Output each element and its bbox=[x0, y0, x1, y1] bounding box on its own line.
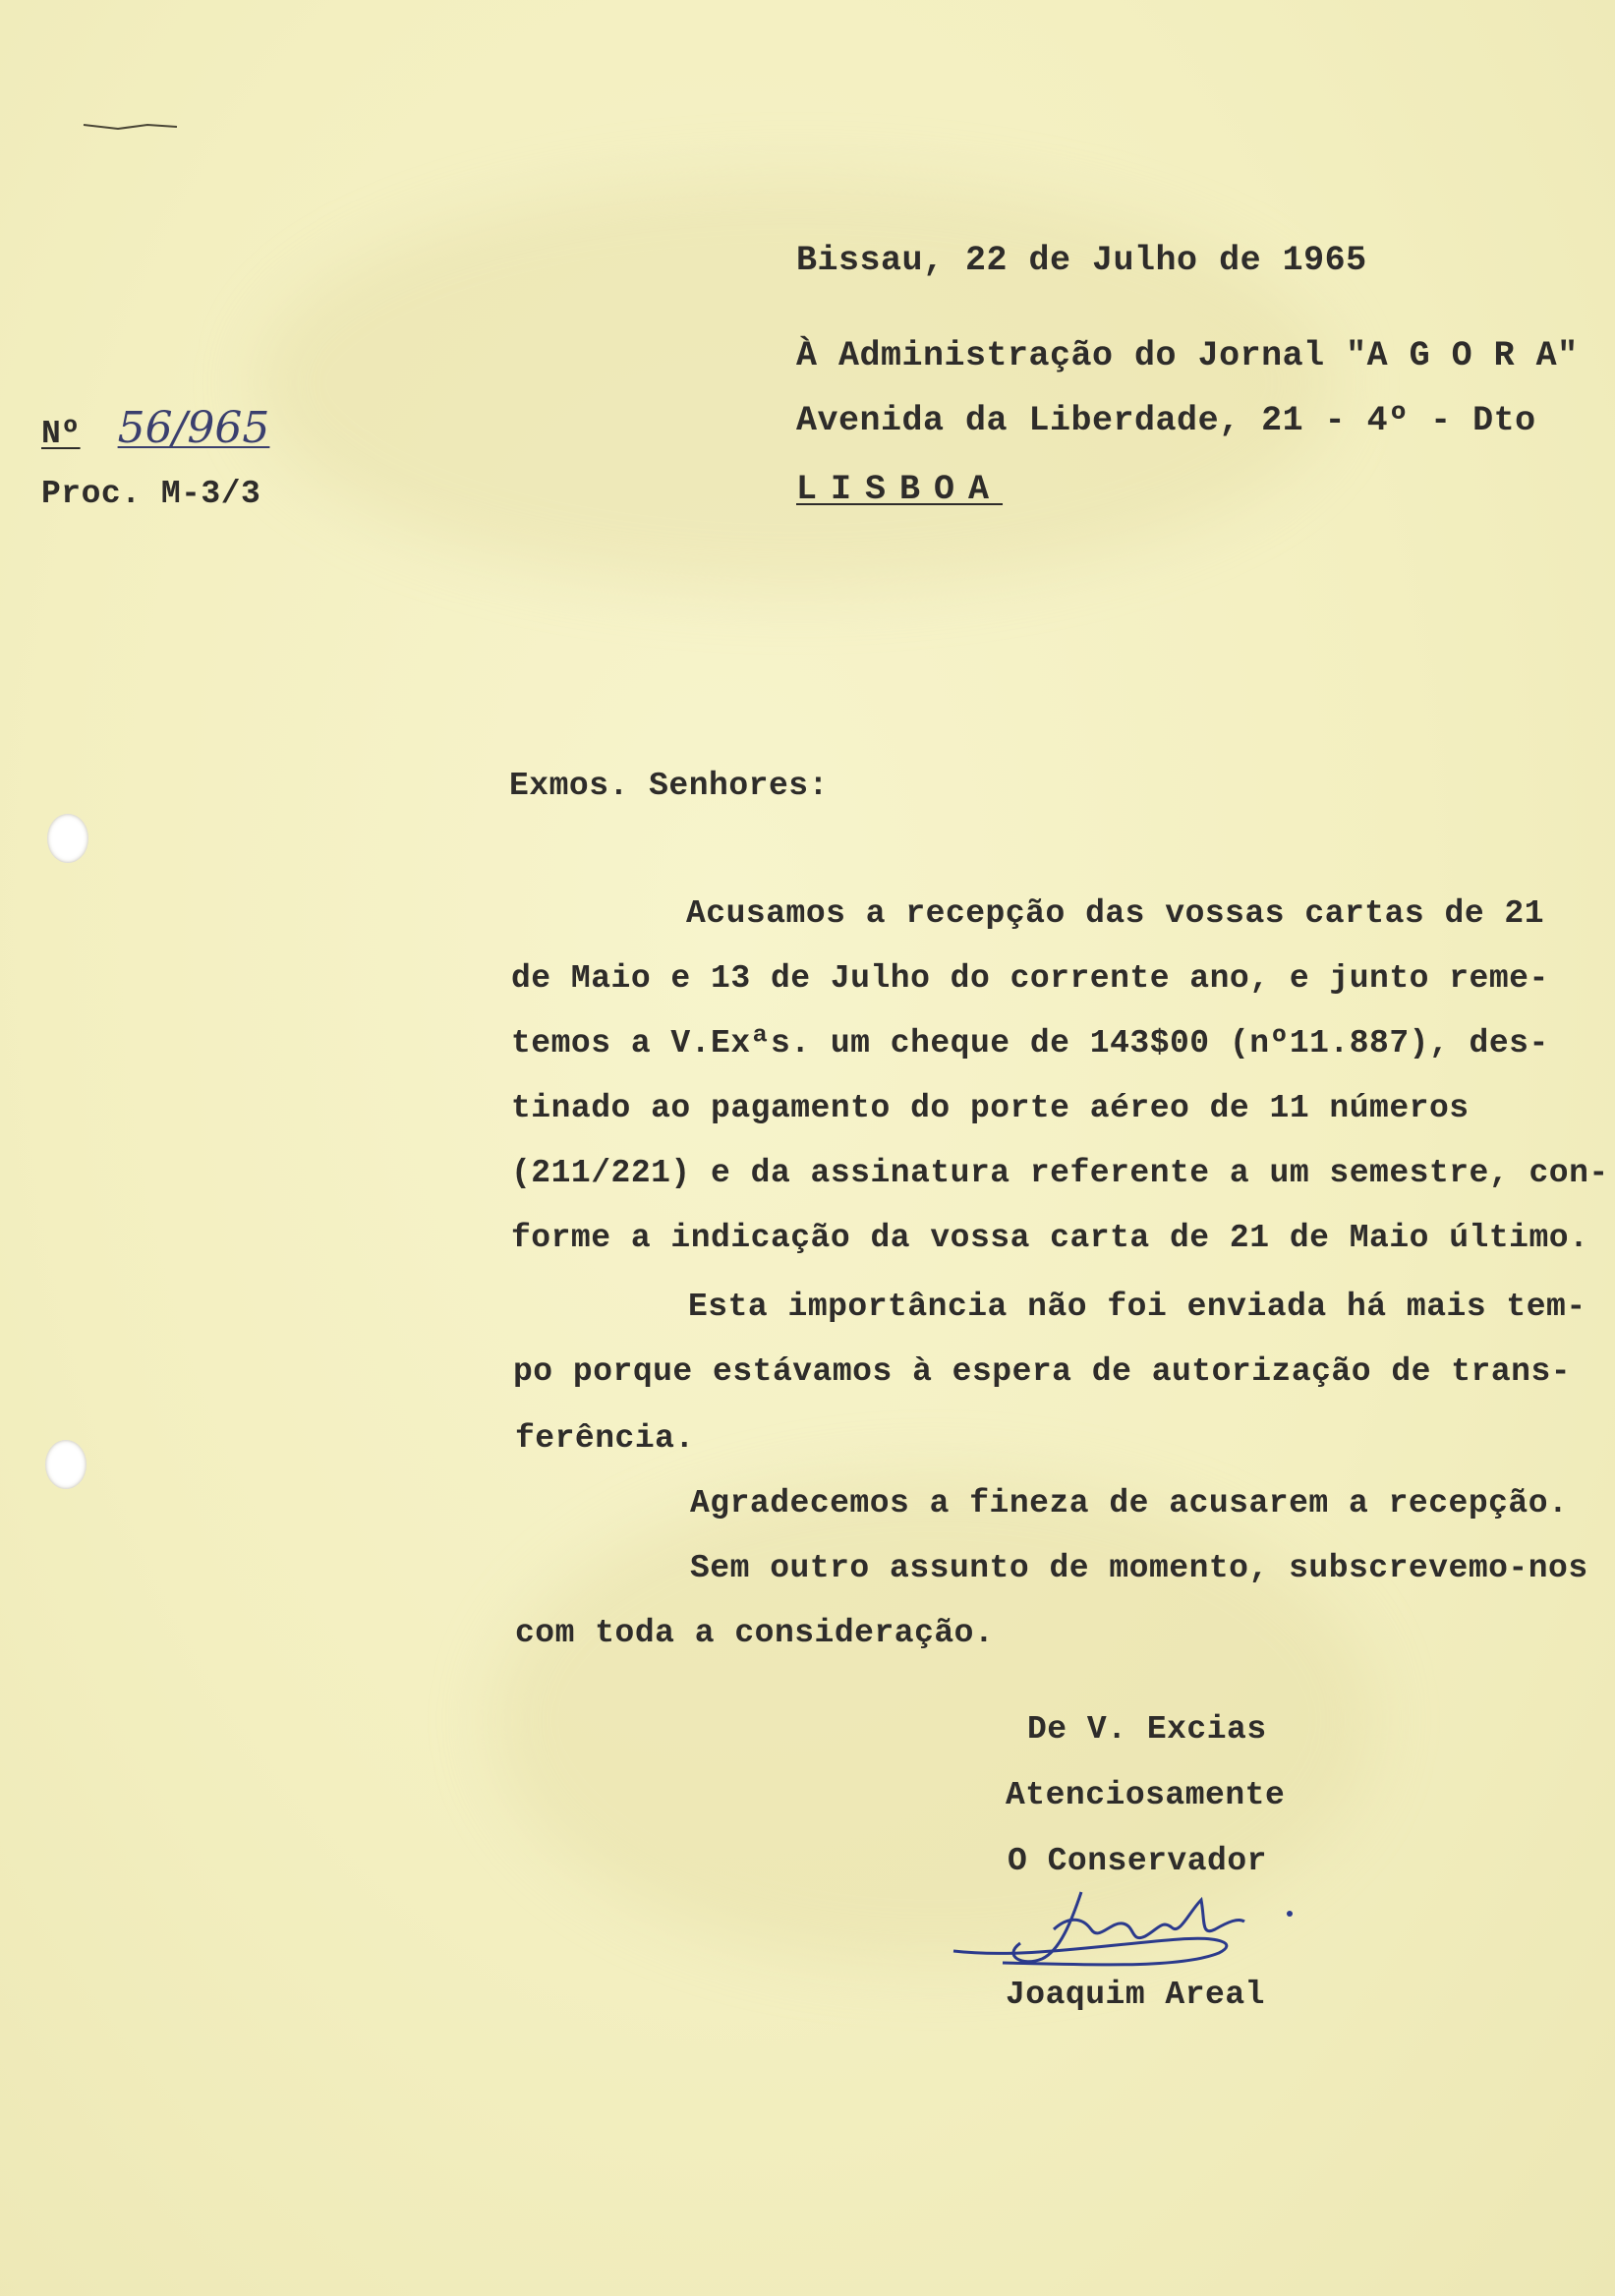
body-line: Esta importância não foi enviada há mais tem- bbox=[688, 1289, 1586, 1325]
paper-stain bbox=[256, 177, 1337, 590]
reference-number-value: 56/965 bbox=[117, 403, 270, 453]
signature bbox=[944, 1882, 1307, 1980]
recipient-line-1: À Administração do Jornal "A G O R A" bbox=[796, 336, 1579, 375]
closing-line-1: De V. Excias bbox=[1027, 1711, 1267, 1748]
body-line: de Maio e 13 de Julho do corrente ano, e junto reme- bbox=[511, 960, 1549, 997]
signer-name: Joaquim Areal bbox=[1006, 1977, 1265, 2013]
recipient-line-2: Avenida da Liberdade, 21 - 4º - Dto bbox=[796, 401, 1536, 440]
place-date: Bissau, 22 de Julho de 1965 bbox=[796, 241, 1367, 280]
closing-line-2: Atenciosamente bbox=[1006, 1777, 1286, 1813]
punch-hole bbox=[47, 814, 88, 863]
recipient-city: LISBOA bbox=[796, 470, 1004, 509]
punch-hole bbox=[45, 1440, 87, 1489]
body-line: forme a indicação da vossa carta de 21 de Maio último. bbox=[511, 1220, 1589, 1256]
reference-number bbox=[41, 403, 269, 453]
pencil-mark bbox=[79, 113, 187, 143]
body-line: Agradecemos a fineza de acusarem a recepção. bbox=[690, 1485, 1569, 1521]
body-line: Sem outro assunto de momento, subscrevemo-nos bbox=[690, 1550, 1588, 1586]
body-line: tinado ao pagamento do porte aéreo de 11 números bbox=[511, 1090, 1470, 1126]
body-line: (211/221) e da assinatura referente a um semestre, con- bbox=[511, 1155, 1609, 1191]
body-line: com toda a consideração. bbox=[515, 1615, 995, 1651]
body-line: ferência. bbox=[515, 1420, 695, 1457]
body-line: po porque estávamos à espera de autorização de trans- bbox=[513, 1353, 1572, 1390]
process-reference: Proc. M-3/3 bbox=[41, 476, 261, 512]
body-line: temos a V.Exªs. um cheque de 143$00 (nº11.887), des- bbox=[511, 1025, 1549, 1062]
salutation: Exmos. Senhores: bbox=[509, 768, 829, 804]
closing-title: O Conservador bbox=[1008, 1843, 1267, 1879]
body-line: Acusamos a recepção das vossas cartas de 21 bbox=[686, 895, 1545, 932]
reference-number-label: Nº bbox=[41, 416, 81, 452]
